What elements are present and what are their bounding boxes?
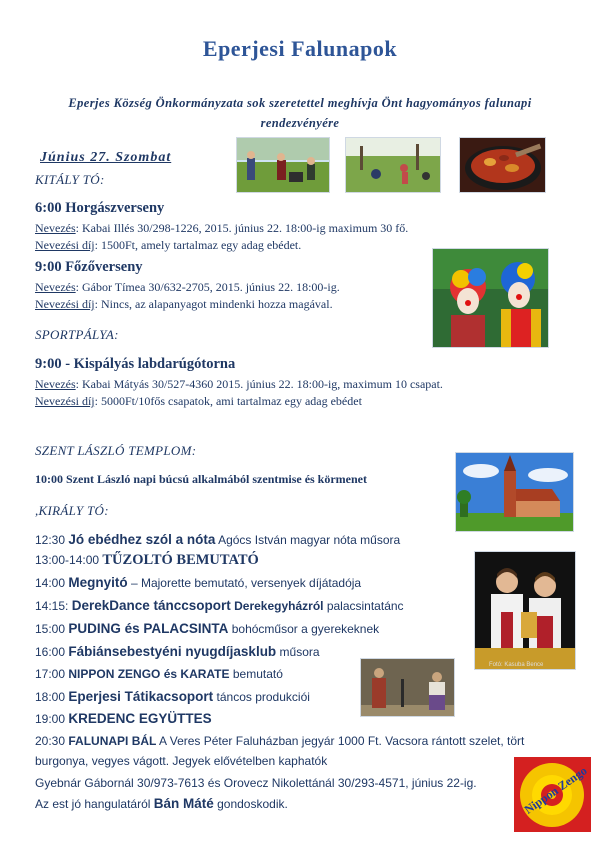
event-cooking: [35, 259, 435, 313]
invitation-line-1: Eperjes Község Önkormányzata sok szeretettel meghívja Önt hagyományos falunapi: [68, 96, 532, 110]
event-fishing: [35, 200, 555, 254]
schedule-desc: A Veres Péter Faluházban jegyár 1000 Ft. Vacsora rántott szelet, tört: [156, 734, 525, 748]
event-heading: 6:00 Horgászverseny: [35, 200, 165, 216]
park-photo-image: [237, 138, 330, 193]
schedule-title-2: Derekegyházról: [234, 599, 324, 613]
schedule-desc: – Majorette bemutató, versenyek díjátadója: [127, 576, 362, 590]
schedule-title: Jó ebédhez szól a nóta: [68, 532, 216, 547]
venue-kitaly-to: KITÁLY TÓ:: [35, 172, 105, 187]
schedule-time: 16:00: [35, 645, 69, 659]
schedule-time: 18:00: [35, 690, 69, 704]
stew-photo-image: [460, 138, 546, 193]
event-registration: [35, 279, 435, 296]
schedule-desc: Agócs István magyar nóta műsora: [215, 533, 401, 547]
picnic-photo-image: [346, 138, 441, 193]
fee-label: Nevezési díj: [35, 394, 95, 408]
dancers-photo-image: [361, 659, 455, 717]
fee-label: Nevezési díj: [35, 297, 95, 311]
ball-dj-name: Bán Máté: [153, 796, 214, 811]
schedule-time: 14:00: [35, 576, 69, 590]
ball-line4-pre: Az est jó hangulatáról: [35, 797, 154, 811]
photo-credit: Fotó: Kasuba Bence: [489, 662, 544, 668]
registration-text: : Kabai Mátyás 30/527-4360 2015. június 22. 18:00-ig, maximum 10 csapat.: [75, 377, 443, 391]
clowns-photo-image: [433, 249, 549, 348]
schedule-title: NIPPON ZENGO és KARATE: [68, 667, 230, 681]
invitation-line-2: rendezvényére: [260, 116, 340, 130]
photo-picnic: [345, 137, 441, 193]
schedule-title: PUDING és PALACSINTA: [68, 621, 229, 636]
schedule-title: KREDENC EGYÜTTES: [68, 711, 212, 726]
ball-line4-post: gondoskodik.: [213, 797, 288, 811]
schedule-time: 17:00: [35, 667, 69, 681]
schedule-title: Fábiánsebestyéni nyugdíjasklub: [68, 644, 277, 659]
schedule-title: TŰZOLTÓ BEMUTATÓ: [102, 552, 259, 568]
registration-text: : Kabai Illés 30/298-1226, 2015. június 22. 18:00-ig maximum 30 fő.: [75, 221, 409, 235]
schedule-title: DerekDance tánccsoport: [71, 598, 231, 613]
schedule-time: 12:30: [35, 533, 69, 547]
registration-label: Nevezés: [35, 221, 76, 235]
fee-label: Nevezési díj: [35, 238, 95, 252]
photo-musicians: [474, 551, 576, 670]
fee-text: : Nincs, az alapanyagot mindenki hozza magával.: [94, 297, 333, 311]
event-heading: 9:00 - Kispályás labdarúgótorna: [35, 356, 236, 372]
schedule-item-7: [35, 689, 310, 704]
schedule-time: 20:30: [35, 734, 69, 748]
photo-clowns: [432, 248, 549, 348]
registration-label: Nevezés: [35, 280, 76, 294]
schedule-item-3: [35, 598, 404, 613]
registration-text: : Gábor Tímea 30/632-2705, 2015. június 22. 18:00-ig.: [75, 280, 340, 294]
schedule-item-6: [35, 667, 283, 681]
schedule-time: 13:00-14:00: [35, 553, 103, 567]
nippon-zengo-logo: [514, 757, 591, 832]
photo-church: [455, 452, 574, 532]
venue-sportpalya: SPORTPÁLYA:: [35, 327, 119, 342]
schedule-desc: bemutató: [229, 667, 283, 681]
fee-text: : 1500Ft, amely tartalmaz egy adag ebédet.: [94, 238, 302, 252]
event-fee: [35, 296, 435, 313]
schedule-title: FALUNAPI BÁL: [68, 734, 157, 748]
mass-event: 10:00 Szent László napi búcsú alkalmából szentmise és körmenet: [35, 472, 368, 486]
photo-folk-dancers: [360, 658, 455, 717]
photo-stew-pot: [459, 137, 546, 193]
page-title: Eperjesi Falunapok: [202, 36, 398, 61]
schedule-time: 15:00: [35, 622, 69, 636]
event-heading: 9:00 Főzőverseny: [35, 259, 143, 275]
schedule-time: 14:15:: [35, 599, 72, 613]
ball-details-line-3: Gyebnár Gábornál 30/973-7613 és Orovecz Nikolettánál 30/293-4571, június 22-ig.: [35, 776, 477, 790]
schedule-item-0: [35, 532, 400, 547]
schedule-item-5: [35, 644, 320, 659]
schedule-item-9: [35, 734, 524, 748]
schedule-desc: bohócműsor a gyerekeknek: [228, 622, 380, 636]
schedule-desc-2: palacsintatánc: [323, 599, 404, 613]
photo-park-people: [236, 137, 330, 193]
schedule-item-4: [35, 621, 379, 636]
venue-szent-laszlo-templom: SZENT LÁSZLÓ TEMPLOM:: [35, 443, 197, 458]
schedule-item-2: [35, 575, 361, 590]
schedule-title: Megnyitó: [68, 575, 128, 590]
schedule-desc: műsora: [276, 645, 320, 659]
registration-label: Nevezés: [35, 377, 76, 391]
invitation-text: [30, 93, 570, 133]
event-registration: [35, 376, 565, 393]
schedule-desc: táncos produkciói: [213, 690, 310, 704]
fee-text: : 5000Ft/10fős csapatok, ami tartalmaz egy adag ebédet: [94, 394, 362, 408]
event-registration: [35, 220, 555, 237]
ball-details-line-4: [35, 796, 288, 811]
church-photo-image: [456, 453, 574, 532]
event-fee: [35, 393, 565, 410]
logo-text: Nippon Zengo: [521, 763, 590, 817]
schedule-item-1: [35, 552, 259, 569]
schedule-time: 19:00: [35, 712, 69, 726]
event-football: [35, 356, 565, 410]
schedule-item-8: [35, 711, 212, 726]
day-heading: Június 27. Szombat: [40, 150, 172, 165]
schedule-title: Eperjesi Tátikacsoport: [68, 689, 214, 704]
ball-details-line-2: burgonya, vegyes vágott. Jegyek elővételben kaphatók: [35, 754, 328, 768]
musicians-photo-image: [475, 552, 576, 670]
venue-kiraly-to: ,KIRÁLY TÓ:: [35, 503, 109, 518]
